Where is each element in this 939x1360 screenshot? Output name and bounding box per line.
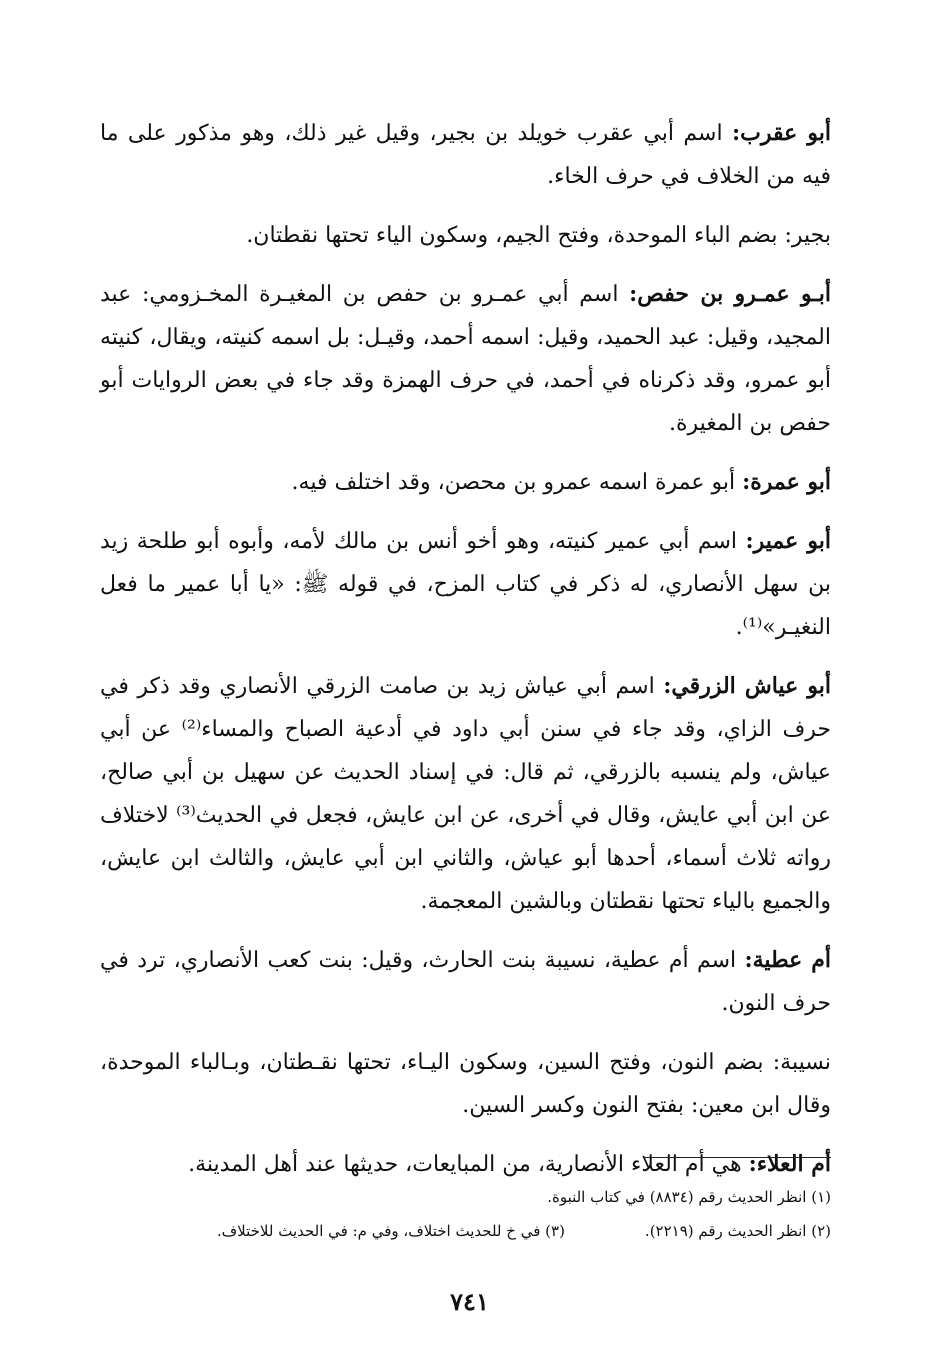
entry-body: اسم أبي عمير كنيته، وهو أخو أنس بن مالك لأمه، وأبوه أبو طلحة زيد بن سهل الأنصاري، له ذكر في كتاب المزح، في قوله ﷺ: «يا أبا عمير ما فعل النغيـر»⁽¹⁾. xyxy=(100,529,831,640)
footnote-1: (١) انظر الحديث رقم (٨٨٣٤) في كتاب النبوة. xyxy=(547,1188,831,1206)
entry-body: اسم أبي عمـرو بن حفص بن المغيـرة المخـزومي: عبد المجيد، وقيل: عبد الحميد، وقيل: اسمه أحمد، وقيـل: بل اسمه كنيته، ويقال، كنيته أبو عمرو، وقد ذكرناه في أحمد، في حرف الهمزة وقد جاء في بعض الروايات أبو حفص بن المغيرة. xyxy=(100,282,831,436)
entry-body: أبو عمرة اسمه عمرو بن محصن، وقد اختلف فيه. xyxy=(291,470,743,495)
main-text xyxy=(100,112,831,1202)
entry-body: نسيبة: بضم النون، وفتح السين، وسكون اليـاء، تحتها نقـطتان، وبـالباء الموحدة، وقال ابن معين: بفتح النون وكسر السين. xyxy=(100,1050,831,1118)
entry-abu-ayyash xyxy=(100,665,831,923)
entry-abu-umayr xyxy=(100,520,831,649)
entry-bujayr xyxy=(100,214,831,257)
entry-abu-amr-ibn-hafs xyxy=(100,273,831,445)
entry-umm-atiyya xyxy=(100,939,831,1025)
entry-body: اسم أبي عقرب خويلد بن بجير، وقيل غير ذلك، وهو مذكور على ما فيه من الخلاف في حرف الخاء. xyxy=(100,121,831,189)
entry-abu-aqrab xyxy=(100,112,831,198)
entry-abu-amra xyxy=(100,461,831,504)
page-number: ٧٤١ xyxy=(450,1287,489,1316)
footnote-row xyxy=(100,1214,831,1248)
entry-body: اسم أم عطية، نسيبة بنت الحارث، وقيل: بنت كعب الأنصاري، ترد في حرف النون. xyxy=(100,948,831,1016)
entry-heading: أبو عياش الزرقي: xyxy=(663,673,832,699)
footnote-3: (٣) في خ للحديث اختلاف، وفي م: في الحديث للاختلاف. xyxy=(216,1222,565,1240)
entry-heading: أبو عقرب: xyxy=(732,120,831,146)
entry-heading: أبو عمرة: xyxy=(742,469,831,495)
entry-body: اسم أبي عياش زيد بن صامت الزرقي الأنصاري وقد ذكر في حرف الزاي، وقد جاء في سنن أبي داود في أدعية الصباح والمساء⁽²⁾ عن أبي عياش، ولم ينسبه بالزرقي، ثم قال: في إسناد الحديث عن سهيل بن أبي صالح، عن ابن أبي عايش، وقال في أخرى، عن ابن عايش، فجعل في الحديث⁽³⁾ لاختلاف رواته ثلاث أسماء، أحدها أبو عياش، والثاني ابن أبي عايش، والثالث ابن عايش، والجميع بالياء تحتها نقطتان وبالشين المعجمة. xyxy=(100,674,831,914)
entry-heading: أبو عمير: xyxy=(745,528,831,554)
entry-body: بجير: بضم الباء الموحدة، وفتح الجيم، وسكون الياء تحتها نقطتان. xyxy=(246,223,831,248)
entry-heading: أبـو عمـرو بن حفص: xyxy=(629,281,832,307)
footnote-2: (٢) انظر الحديث رقم (٢٢١٩). xyxy=(644,1222,831,1240)
footnotes xyxy=(100,1180,831,1248)
entry-heading: أم العلاء: xyxy=(748,1151,831,1177)
entry-nusayba xyxy=(100,1041,831,1127)
footnote-divider xyxy=(644,1157,831,1158)
entry-body: هي أم العلاء الأنصارية، من المبايعات، حديثها عند أهل المدينة. xyxy=(188,1152,749,1177)
entry-heading: أم عطية: xyxy=(744,947,831,973)
